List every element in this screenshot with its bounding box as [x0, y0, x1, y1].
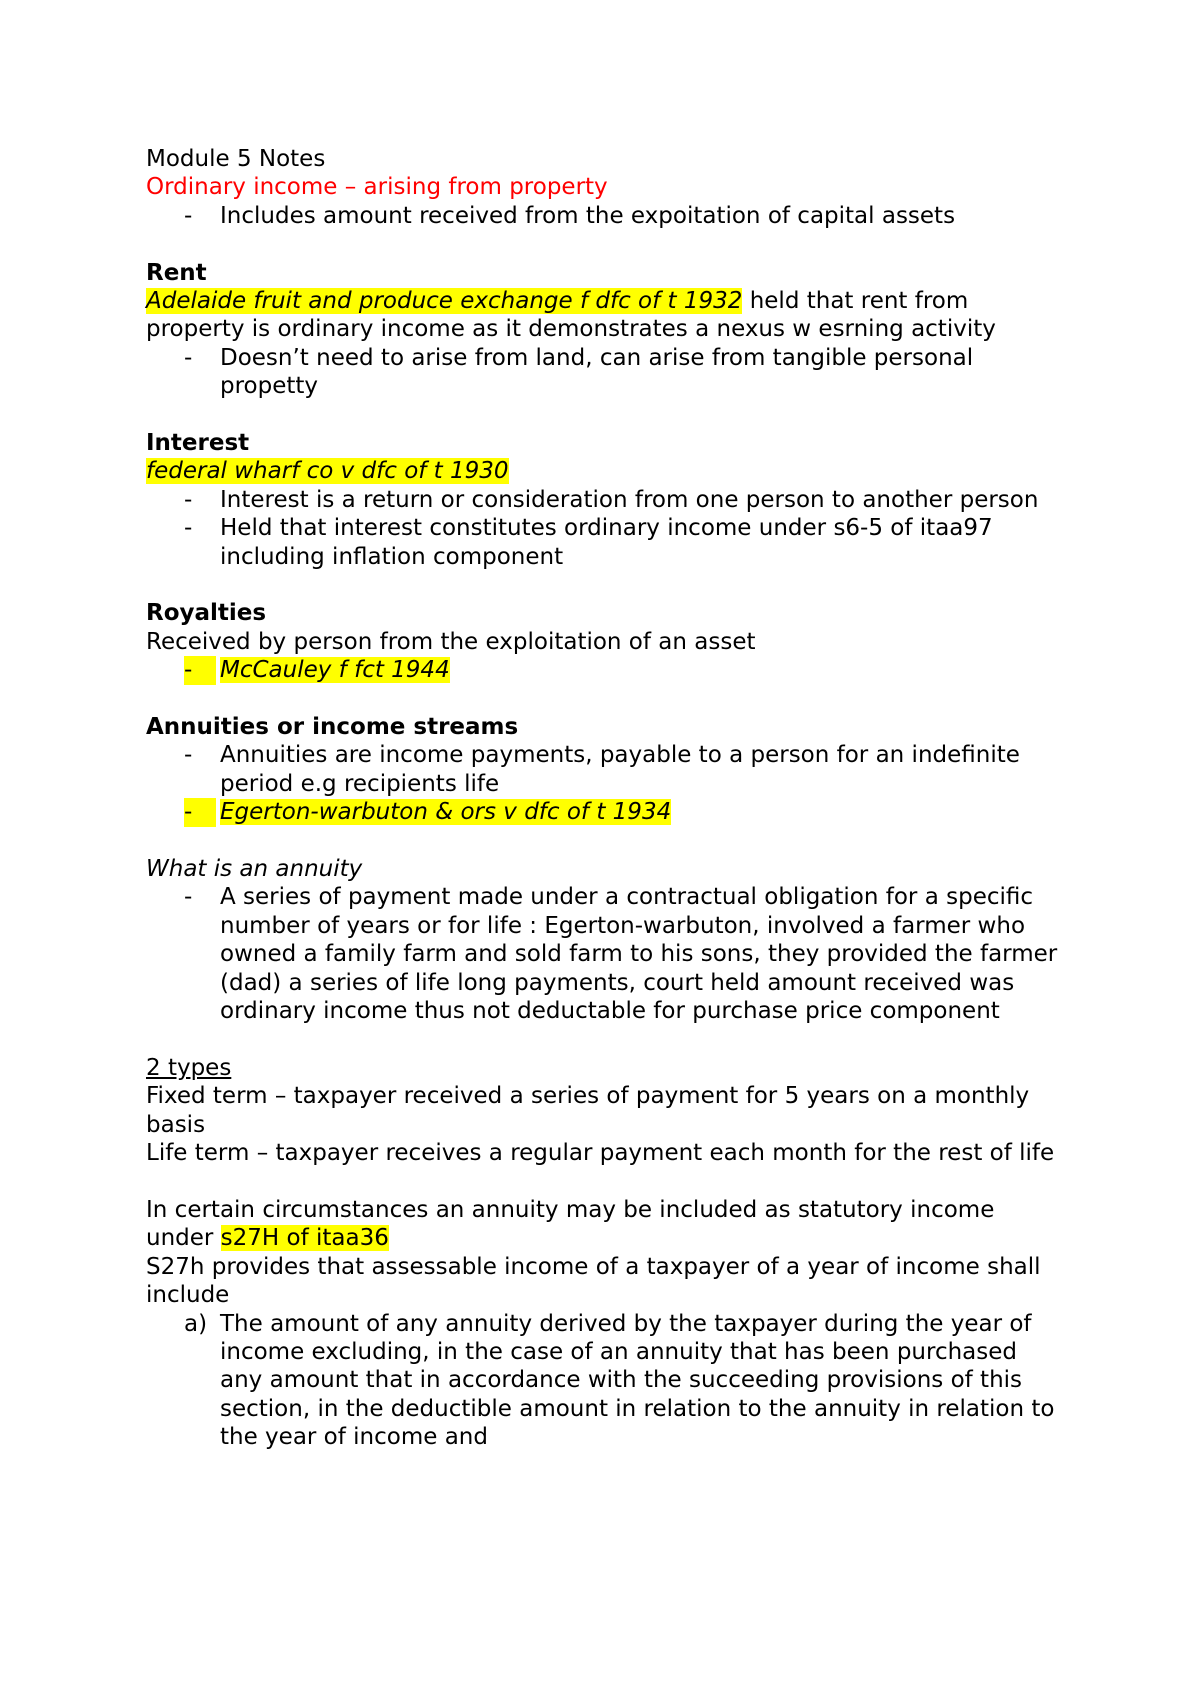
annuities-heading: Annuities or income streams	[146, 714, 519, 741]
royalties-text: Received by person from the exploitation of an asset	[146, 628, 756, 655]
list-item: - Doesn’t need to arise from land, can arise from tangible personal propetty	[184, 344, 974, 400]
provision-text: S27h provides that assessable income of a taxpayer of a year of income shall include	[146, 1253, 1041, 1309]
provision-list	[146, 1310, 1066, 1452]
dash-marker: -	[184, 515, 193, 542]
list-item: a) The amount of any annuity derived by the taxpayer during the year of income excluding, in the case of an annuity that has been purchased any amount that in accordance with the succeeding provisions of this section, in the deductible amount in relation to the annuity in relation to the year of income and	[184, 1310, 1055, 1451]
dash-marker: -	[184, 656, 216, 684]
page-title: Module 5 Notes	[146, 146, 326, 172]
list-item: - A series of payment made under a contractual obligation for a specific number of years or for life : Egerton-warbuton, involved a farmer who owned a family farm and sold farm to his sons, they provided the farmer (dad) a series of life long payments, court held amount received was ordinary income thus not deductable for purchase price component	[184, 884, 1058, 1025]
interest-case-highlight: federal wharf co v dfc of t 1930	[146, 458, 509, 485]
annuities-case-highlight: Egerton-warbuton & ors v dfc of t 1934	[220, 799, 672, 826]
interest-list	[146, 486, 1066, 571]
interest-case-line	[146, 457, 1066, 485]
royalties-heading: Royalties	[146, 600, 267, 627]
list-item	[146, 656, 1066, 684]
section-subtitle: Ordinary income – arising from property	[146, 174, 608, 201]
dash-marker: -	[184, 344, 193, 371]
list-item: - Held that interest constitutes ordinary income under s6-5 of itaa97 including inflation component	[184, 515, 993, 570]
section-highlight: s27H of itaa36	[220, 1225, 389, 1252]
royalties-case-highlight: McCauley f fct 1944	[220, 657, 450, 684]
dash-marker: -	[184, 202, 193, 229]
dash-marker: -	[184, 742, 193, 769]
interest-heading: Interest	[146, 430, 250, 457]
fixed-term-text: Fixed term – taxpayer received a series of payment for 5 years on a monthly basis	[146, 1083, 1030, 1138]
what-is-list	[146, 883, 1066, 1025]
list-item: - Includes amount received from the expoitation of capital assets	[184, 202, 956, 229]
intro-list	[146, 202, 1066, 230]
statutory-paragraph: In certain circumstances an annuity may be included as statutory income under s27H of itaa36	[146, 1196, 995, 1252]
rent-paragraph: Adelaide fruit and produce exchange f dfc of t 1932 held that rent from property is ordinary income as it demonstrates a nexus w esrning activity	[146, 288, 996, 343]
rent-case-highlight: Adelaide fruit and produce exchange f dfc of t 1932	[146, 288, 743, 315]
rent-list	[146, 344, 1066, 401]
list-item: - Annuities are income payments, payable to a person for an indefinite period e.g recipients life	[184, 742, 1020, 797]
dash-marker: -	[184, 798, 216, 826]
list-item: - Interest is a return or consideration from one person to another person	[184, 486, 1039, 513]
annuities-list	[146, 741, 1066, 826]
types-heading: 2 types	[146, 1054, 232, 1081]
royalties-list	[146, 656, 1066, 684]
document-content	[146, 145, 1066, 1452]
life-term-text: Life term – taxpayer receives a regular payment each month for the rest of life	[146, 1140, 1055, 1167]
item-marker: a)	[184, 1310, 208, 1337]
rent-heading: Rent	[146, 259, 207, 286]
list-item	[146, 798, 1066, 826]
dash-marker: -	[184, 884, 193, 911]
what-is-heading: What is an annuity	[146, 856, 363, 883]
dash-marker: -	[184, 486, 193, 513]
